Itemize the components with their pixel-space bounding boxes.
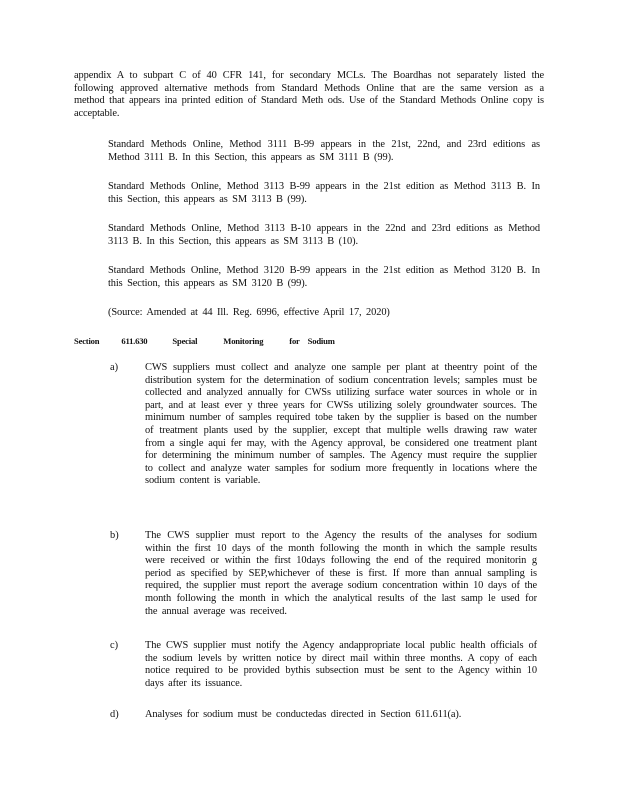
- method-note-3111b-99: Standard Methods Online, Method 3111 B-99 appears in the 21st, 22nd, and 23rd editions as Method 3111 B. In this Section, this appears as SM 3111 B (99).: [108, 139, 540, 163]
- subsection-marker-c: c): [110, 640, 119, 651]
- subsection-marker-d: d): [110, 709, 119, 720]
- subsection-marker-b: b): [110, 530, 119, 541]
- source-note: (Source: Amended at 44 Ill. Reg. 6996, effective April 17, 2020): [108, 307, 390, 318]
- method-note-3120b-99: Standard Methods Online, Method 3120 B-99 appears in the 21st edition as Method 3120 B. In this Section, this appears as SM 3120 B (99).: [108, 265, 540, 289]
- section-title-word: Sodium: [307, 336, 335, 346]
- subsection-b-text: The CWS supplier must report to the Agency the results of the analyses for sodium within the first 10 days of the month following the month in which the sample results were received or within the first 10days following the end of the required monitorin g period as specified by SEP,whichever of these is first. If more than annual sampling is required, the supplier must report the average sodium concentration within 10 days of the month following the month in which the analytical results of the last samp le used for the annual average was received.: [145, 530, 537, 617]
- section-label: Section: [74, 336, 100, 346]
- section-title-word: Monitoring: [223, 336, 264, 346]
- section-number: 611.630: [121, 336, 148, 346]
- subsection-marker-a: a): [110, 362, 119, 373]
- method-note-3113b-99: Standard Methods Online, Method 3113 B-99 appears in the 21st edition as Method 3113 B. In this Section, this appears as SM 3113 B (99).: [108, 181, 540, 205]
- section-title-word: Special: [172, 336, 198, 346]
- subsection-a-text: CWS suppliers must collect and analyze one sample per plant at theentry point of the distribution system for the determination of sodium concentration levels; samples must be collected and analyzed annually for CWSs utilizing surface water sources in whole or in part, and at least ever y three years for CWSs utilizing solely groundwater sources. The minimum number of samples required tobe taken by the supplier is based on the number of treatment plants used by the supplier, except that multiple wells drawing raw water from a single aqui fer may, with the Agency approval, be considered one treatment plant for determining the minimum number of samples. The Agency must require the supplier to collect and analyze water samples for sodium more frequently in locations where the sodium content is variable.: [145, 362, 537, 487]
- section-heading: [74, 335, 335, 347]
- subsection-c-text: The CWS supplier must notify the Agency andappropriate local public health officials of the sodium levels by written notice by direct mail within three months. A copy of each notice required to be provided bythis subsection must be sent to the Agency within 10 days after its issuance.: [145, 640, 537, 689]
- intro-paragraph: appendix A to subpart C of 40 CFR 141, for secondary MCLs. The Boardhas not separately listed the following approved alternative methods from Standard Methods Online that are the same version as a method that appears ina printed edition of Standard Meth ods. Use of the Standard Methods Online copy is acceptable.: [74, 70, 544, 119]
- subsection-d-text: Analyses for sodium must be conductedas directed in Section 611.611(a).: [145, 709, 462, 720]
- section-title-word: for: [289, 336, 300, 346]
- method-note-3113b-10: Standard Methods Online, Method 3113 B-10 appears in the 22nd and 23rd editions as Method 3113 B. In this Section, this appears as SM 3113 B (10).: [108, 223, 540, 247]
